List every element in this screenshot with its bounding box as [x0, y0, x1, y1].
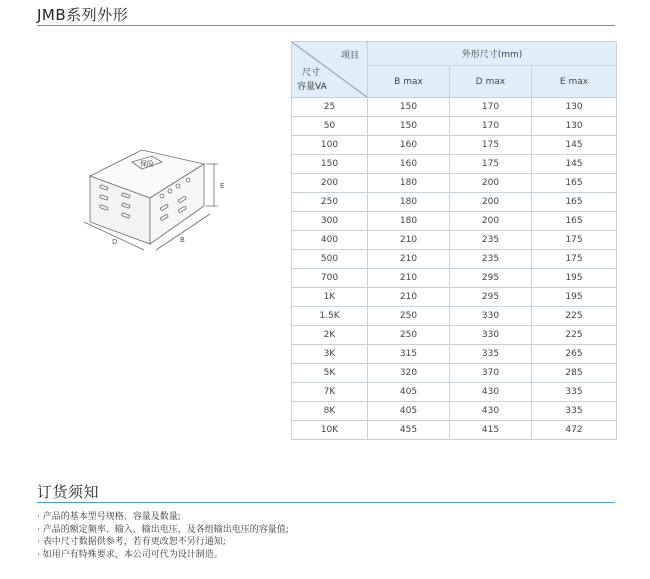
table-corner-header [292, 42, 368, 98]
dimension-table [291, 41, 617, 440]
dimension-cell: 225 [532, 326, 617, 345]
capacity-cell: 2K [292, 326, 368, 345]
dimension-cell: 405 [368, 402, 450, 421]
column-header-e: E max [532, 66, 617, 98]
section-title-ordering: 订货须知 [37, 483, 100, 501]
note-item: · 表中尺寸数据供参考，若有更改恕不另行通知; [37, 536, 289, 549]
dimension-cell: 160 [368, 136, 450, 155]
dimension-cell: 145 [532, 155, 617, 174]
dimension-cell: 430 [450, 383, 532, 402]
corner-item-label: 项目 [340, 51, 359, 61]
dimension-cell: 150 [368, 98, 450, 117]
dimension-cell: 405 [368, 383, 450, 402]
dimension-cell: 335 [450, 345, 532, 364]
corner-size-label: 尺寸 [302, 68, 321, 78]
section-title-dimensions: JMB系列外形 [37, 6, 129, 24]
table-row [292, 117, 617, 136]
table-row [292, 269, 617, 288]
transformer-outline-drawing [80, 142, 260, 264]
table-row [292, 98, 617, 117]
dimension-cell: 180 [368, 193, 450, 212]
corner-capacity-label: 容量VA [297, 82, 327, 92]
dimension-cell: 210 [368, 231, 450, 250]
note-item: · 如用户有特殊要求，本公司可代为设计制造。 [37, 549, 289, 562]
dimension-cell: 175 [450, 136, 532, 155]
dimension-cell: 415 [450, 421, 532, 440]
dimension-cell: 175 [532, 250, 617, 269]
dimension-cell: 175 [532, 231, 617, 250]
column-header-d: D max [450, 66, 532, 98]
dimension-cell: 165 [532, 212, 617, 231]
capacity-cell: 5K [292, 364, 368, 383]
dimension-cell: 235 [450, 231, 532, 250]
table-row [292, 421, 617, 440]
dimension-cell: 165 [532, 174, 617, 193]
capacity-cell: 50 [292, 117, 368, 136]
dimension-cell: 370 [450, 364, 532, 383]
capacity-cell: 700 [292, 269, 368, 288]
dimension-cell: 165 [532, 193, 617, 212]
title-underline [37, 502, 615, 503]
dim-label-b: B [180, 236, 185, 244]
column-header-b: B max [368, 66, 450, 98]
dimension-cell: 225 [532, 307, 617, 326]
capacity-cell: 200 [292, 174, 368, 193]
capacity-cell: 7K [292, 383, 368, 402]
table-row [292, 174, 617, 193]
table-row [292, 402, 617, 421]
dimension-cell: 150 [368, 117, 450, 136]
note-item: · 产品的额定频率、输入、输出电压，及各组输出电压的容量值; [37, 524, 289, 537]
table-row [292, 250, 617, 269]
capacity-cell: 8K [292, 402, 368, 421]
dimension-cell: 200 [450, 174, 532, 193]
capacity-cell: 10K [292, 421, 368, 440]
note-item: · 产品的基本型号规格、容量及数量; [37, 511, 289, 524]
dimension-cell: 472 [532, 421, 617, 440]
dimension-cell: 180 [368, 212, 450, 231]
table-row [292, 231, 617, 250]
capacity-cell: 150 [292, 155, 368, 174]
dimension-cell: 180 [368, 174, 450, 193]
table-row [292, 136, 617, 155]
table-row [292, 288, 617, 307]
dimension-cell: 285 [532, 364, 617, 383]
dimension-cell: 335 [532, 383, 617, 402]
capacity-cell: 500 [292, 250, 368, 269]
dimension-cell: 315 [368, 345, 450, 364]
dimension-cell: 175 [450, 155, 532, 174]
capacity-cell: 300 [292, 212, 368, 231]
dimension-cell: 295 [450, 288, 532, 307]
dimension-cell: 130 [532, 117, 617, 136]
dimension-cell: 195 [532, 269, 617, 288]
dimension-cell: 130 [532, 98, 617, 117]
dimension-cell: 170 [450, 117, 532, 136]
dimension-cell: 330 [450, 307, 532, 326]
capacity-cell: 3K [292, 345, 368, 364]
dimension-cell: 455 [368, 421, 450, 440]
dimension-cell: 330 [450, 326, 532, 345]
dim-label-e: E [220, 182, 225, 190]
dimension-cell: 170 [450, 98, 532, 117]
fuse-label: 保险 [140, 160, 154, 168]
title-underline [37, 25, 615, 26]
dimension-cell: 250 [368, 326, 450, 345]
ordering-notes [37, 511, 289, 561]
capacity-cell: 1.5K [292, 307, 368, 326]
dimension-cell: 145 [532, 136, 617, 155]
table-row [292, 212, 617, 231]
capacity-cell: 250 [292, 193, 368, 212]
capacity-cell: 25 [292, 98, 368, 117]
dimension-cell: 265 [532, 345, 617, 364]
table-row [292, 193, 617, 212]
dimension-cell: 160 [368, 155, 450, 174]
table-row [292, 345, 617, 364]
dimension-cell: 200 [450, 212, 532, 231]
dimension-cell: 250 [368, 307, 450, 326]
table-row [292, 155, 617, 174]
dimension-cell: 295 [450, 269, 532, 288]
capacity-cell: 400 [292, 231, 368, 250]
capacity-cell: 1K [292, 288, 368, 307]
dimension-cell: 335 [532, 402, 617, 421]
table-row [292, 383, 617, 402]
dimension-cell: 210 [368, 250, 450, 269]
dim-label-d: D [112, 238, 118, 246]
dimension-cell: 210 [368, 288, 450, 307]
dimension-cell: 195 [532, 288, 617, 307]
table-row [292, 326, 617, 345]
dimension-cell: 320 [368, 364, 450, 383]
dimension-cell: 235 [450, 250, 532, 269]
dimension-cell: 200 [450, 193, 532, 212]
table-row [292, 307, 617, 326]
table-row [292, 364, 617, 383]
dimension-cell: 430 [450, 402, 532, 421]
dimension-cell: 210 [368, 269, 450, 288]
capacity-cell: 100 [292, 136, 368, 155]
group-header: 外形尺寸(mm) [368, 42, 617, 66]
